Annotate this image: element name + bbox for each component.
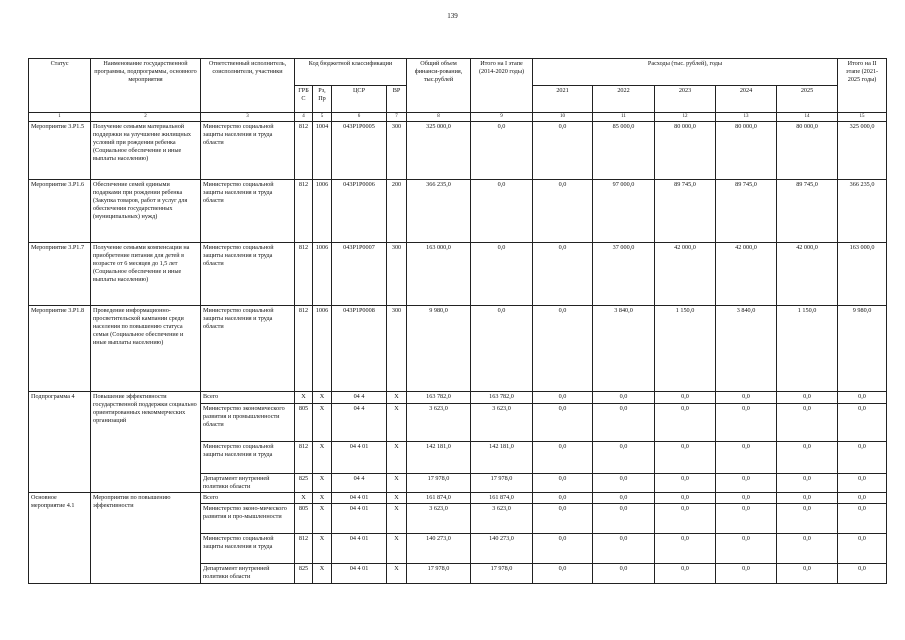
column-index: 3 bbox=[201, 113, 295, 122]
row-2022: 0,0 bbox=[593, 492, 655, 503]
row-vr: Х bbox=[387, 563, 407, 583]
row-executor: Всего bbox=[201, 492, 295, 503]
row-csr: 04 4 bbox=[332, 404, 387, 442]
row-stage1: 0,0 bbox=[471, 306, 533, 392]
row-total: 142 181,0 bbox=[407, 442, 471, 474]
row-2024: 80 000,0 bbox=[716, 122, 777, 180]
row-total: 17 978,0 bbox=[407, 474, 471, 493]
row-name: Получение семьями компенсации на приобретение питания для детей в возрасте от 6 месяцев до 1,5 лет (Социальное обеспечение и иные выплаты населению) bbox=[91, 243, 201, 306]
row-2025: 80 000,0 bbox=[777, 122, 838, 180]
row-rz-pr: Х bbox=[313, 533, 332, 563]
row-vr: 200 bbox=[387, 180, 407, 243]
row-rz-pr: 1006 bbox=[313, 306, 332, 392]
column-index: 13 bbox=[716, 113, 777, 122]
row-stage1: 3 623,0 bbox=[471, 503, 533, 533]
row-vr: 300 bbox=[387, 243, 407, 306]
column-index: 12 bbox=[655, 113, 716, 122]
row-rz-pr: Х bbox=[313, 474, 332, 493]
row-vr: Х bbox=[387, 442, 407, 474]
row-status: Подпрограмма 4 bbox=[29, 392, 91, 493]
row-executor: Министерство эконо-мического развития и про-мышленности bbox=[201, 503, 295, 533]
row-grbs: Х bbox=[295, 392, 313, 404]
header-expenses: Расходы (тыс. рублей), годы bbox=[533, 59, 838, 86]
row-2025: 0,0 bbox=[777, 392, 838, 404]
table-row bbox=[29, 180, 887, 243]
row-stage1: 17 978,0 bbox=[471, 563, 533, 583]
column-index: 14 bbox=[777, 113, 838, 122]
row-executor: Министерство социальной защиты населения и труда области bbox=[201, 306, 295, 392]
column-index: 7 bbox=[387, 113, 407, 122]
row-executor: Министерство экономического развития и промышленности области bbox=[201, 404, 295, 442]
row-name: Мероприятия по повышению эффективности bbox=[91, 492, 201, 583]
row-vr: Х bbox=[387, 492, 407, 503]
row-stage1: 142 181,0 bbox=[471, 442, 533, 474]
row-2021: 0,0 bbox=[533, 122, 593, 180]
row-2024: 0,0 bbox=[716, 474, 777, 493]
row-grbs: 805 bbox=[295, 503, 313, 533]
row-2024: 0,0 bbox=[716, 442, 777, 474]
row-2025: 0,0 bbox=[777, 404, 838, 442]
row-stage2: 0,0 bbox=[838, 503, 887, 533]
header-year-2021: 2021 bbox=[533, 86, 593, 113]
row-2024: 0,0 bbox=[716, 563, 777, 583]
row-vr: 300 bbox=[387, 306, 407, 392]
row-2023: 1 150,0 bbox=[655, 306, 716, 392]
header-year-2022: 2022 bbox=[593, 86, 655, 113]
header-program: Наименование государственной программы, подпрограммы, основного мероприятия bbox=[91, 59, 201, 113]
row-name: Получение семьями материальной поддержки на улучшение жилищных условий при рождении ребенка (Социальное обеспечение и иные выплаты населению) bbox=[91, 122, 201, 180]
row-2023: 0,0 bbox=[655, 492, 716, 503]
table-row bbox=[29, 392, 887, 404]
row-2021: 0,0 bbox=[533, 404, 593, 442]
row-2022: 0,0 bbox=[593, 533, 655, 563]
row-2021: 0,0 bbox=[533, 474, 593, 493]
row-vr: 300 bbox=[387, 122, 407, 180]
row-csr: 04 4 01 bbox=[332, 563, 387, 583]
row-2025: 0,0 bbox=[777, 492, 838, 503]
row-2021: 0,0 bbox=[533, 306, 593, 392]
row-2023: 42 000,0 bbox=[655, 243, 716, 306]
row-total: 140 273,0 bbox=[407, 533, 471, 563]
column-index: 10 bbox=[533, 113, 593, 122]
table-row bbox=[29, 492, 887, 503]
row-executor: Министерство социальной защиты населения и труда области bbox=[201, 180, 295, 243]
table-row bbox=[29, 306, 887, 392]
row-2024: 42 000,0 bbox=[716, 243, 777, 306]
row-stage2: 325 000,0 bbox=[838, 122, 887, 180]
row-total: 163 000,0 bbox=[407, 243, 471, 306]
row-2021: 0,0 bbox=[533, 243, 593, 306]
row-2022: 37 000,0 bbox=[593, 243, 655, 306]
row-2022: 0,0 bbox=[593, 392, 655, 404]
column-index: 8 bbox=[407, 113, 471, 122]
row-grbs: 825 bbox=[295, 563, 313, 583]
row-total: 325 000,0 bbox=[407, 122, 471, 180]
row-2024: 3 840,0 bbox=[716, 306, 777, 392]
row-grbs: Х bbox=[295, 492, 313, 503]
row-grbs: 825 bbox=[295, 474, 313, 493]
row-csr: 043P1P0007 bbox=[332, 243, 387, 306]
row-2025: 0,0 bbox=[777, 503, 838, 533]
row-2023: 0,0 bbox=[655, 563, 716, 583]
row-2021: 0,0 bbox=[533, 503, 593, 533]
header-rz-pr: Рз, Пр bbox=[313, 86, 332, 113]
header-csr: ЦСР bbox=[332, 86, 387, 113]
header-stage2: Итого на II этапе (2021-2025 годы) bbox=[838, 59, 887, 113]
row-status: Мероприятие 3.P1.6 bbox=[29, 180, 91, 243]
row-vr: Х bbox=[387, 474, 407, 493]
row-stage2: 0,0 bbox=[838, 442, 887, 474]
page-number: 139 bbox=[447, 12, 458, 20]
row-name: Повышение эффективности государственной поддержки социально ориентированных некоммерческих организаций bbox=[91, 392, 201, 493]
header-budget-code: Код бюджетной классификации bbox=[295, 59, 407, 86]
row-2023: 80 000,0 bbox=[655, 122, 716, 180]
budget-table bbox=[28, 58, 887, 584]
row-grbs: 812 bbox=[295, 442, 313, 474]
row-executor: Министерство социальной защиты населения и труда области bbox=[201, 122, 295, 180]
row-rz-pr: 1006 bbox=[313, 180, 332, 243]
row-stage1: 140 273,0 bbox=[471, 533, 533, 563]
row-stage2: 9 980,0 bbox=[838, 306, 887, 392]
column-index: 9 bbox=[471, 113, 533, 122]
row-total: 163 782,0 bbox=[407, 392, 471, 404]
row-2023: 0,0 bbox=[655, 392, 716, 404]
row-stage2: 163 000,0 bbox=[838, 243, 887, 306]
row-name: Обеспечение семей едиными подарками при рождении ребенка (Закупка товаров, работ и услуг для обеспечения государственных (муниципальных) нужд) bbox=[91, 180, 201, 243]
row-total: 3 623,0 bbox=[407, 404, 471, 442]
row-stage2: 366 235,0 bbox=[838, 180, 887, 243]
row-2023: 0,0 bbox=[655, 533, 716, 563]
row-stage2: 0,0 bbox=[838, 533, 887, 563]
row-rz-pr: Х bbox=[313, 404, 332, 442]
column-index: 4 bbox=[295, 113, 313, 122]
row-2023: 0,0 bbox=[655, 404, 716, 442]
row-grbs: 805 bbox=[295, 404, 313, 442]
column-index: 5 bbox=[313, 113, 332, 122]
row-rz-pr: Х bbox=[313, 503, 332, 533]
row-csr: 043P1P0008 bbox=[332, 306, 387, 392]
row-grbs: 812 bbox=[295, 306, 313, 392]
row-stage1: 17 978,0 bbox=[471, 474, 533, 493]
row-csr: 04 4 01 bbox=[332, 503, 387, 533]
row-2025: 0,0 bbox=[777, 442, 838, 474]
row-rz-pr: Х bbox=[313, 563, 332, 583]
column-index-row bbox=[29, 113, 887, 122]
row-2023: 0,0 bbox=[655, 474, 716, 493]
row-2021: 0,0 bbox=[533, 533, 593, 563]
row-stage1: 163 782,0 bbox=[471, 392, 533, 404]
row-status: Мероприятие 3.P1.8 bbox=[29, 306, 91, 392]
row-csr: 04 4 bbox=[332, 474, 387, 493]
table-row bbox=[29, 122, 887, 180]
row-2022: 3 840,0 bbox=[593, 306, 655, 392]
row-2021: 0,0 bbox=[533, 492, 593, 503]
row-total: 366 235,0 bbox=[407, 180, 471, 243]
row-stage1: 3 623,0 bbox=[471, 404, 533, 442]
row-rz-pr: Х bbox=[313, 392, 332, 404]
row-executor: Департамент внутренней политики области bbox=[201, 563, 295, 583]
row-2024: 0,0 bbox=[716, 533, 777, 563]
header-total-volume: Общий объем финанси-рования, тыс.рублей bbox=[407, 59, 471, 113]
row-2021: 0,0 bbox=[533, 442, 593, 474]
row-2023: 0,0 bbox=[655, 503, 716, 533]
header-year-2024: 2024 bbox=[716, 86, 777, 113]
row-2024: 0,0 bbox=[716, 492, 777, 503]
row-2021: 0,0 bbox=[533, 180, 593, 243]
row-2022: 85 000,0 bbox=[593, 122, 655, 180]
table-row bbox=[29, 243, 887, 306]
row-csr: 043P1P0005 bbox=[332, 122, 387, 180]
row-stage2: 0,0 bbox=[838, 474, 887, 493]
header-status: Статус bbox=[29, 59, 91, 113]
column-index: 2 bbox=[91, 113, 201, 122]
row-stage2: 0,0 bbox=[838, 392, 887, 404]
header-executor: Ответственный исполнитель, соисполнители, участники bbox=[201, 59, 295, 113]
row-2024: 89 745,0 bbox=[716, 180, 777, 243]
header-vr: ВР bbox=[387, 86, 407, 113]
row-stage2: 0,0 bbox=[838, 563, 887, 583]
row-total: 3 623,0 bbox=[407, 503, 471, 533]
row-total: 17 978,0 bbox=[407, 563, 471, 583]
column-index: 15 bbox=[838, 113, 887, 122]
row-2022: 0,0 bbox=[593, 503, 655, 533]
row-stage2: 0,0 bbox=[838, 404, 887, 442]
row-grbs: 812 bbox=[295, 243, 313, 306]
row-stage2: 0,0 bbox=[838, 492, 887, 503]
row-csr: 04 4 01 bbox=[332, 442, 387, 474]
row-status: Основное мероприятие 4.1 bbox=[29, 492, 91, 583]
row-total: 9 980,0 bbox=[407, 306, 471, 392]
row-vr: Х bbox=[387, 392, 407, 404]
row-stage1: 161 874,0 bbox=[471, 492, 533, 503]
row-executor: Министерство социальной защиты населения и труда bbox=[201, 442, 295, 474]
row-vr: Х bbox=[387, 533, 407, 563]
header-year-2025: 2025 bbox=[777, 86, 838, 113]
row-2022: 0,0 bbox=[593, 563, 655, 583]
header-stage1: Итого на I этапе (2014-2020 годы) bbox=[471, 59, 533, 113]
row-stage1: 0,0 bbox=[471, 122, 533, 180]
row-2025: 0,0 bbox=[777, 474, 838, 493]
row-2025: 89 745,0 bbox=[777, 180, 838, 243]
row-2022: 0,0 bbox=[593, 404, 655, 442]
row-stage1: 0,0 bbox=[471, 180, 533, 243]
row-vr: Х bbox=[387, 404, 407, 442]
row-rz-pr: 1006 bbox=[313, 243, 332, 306]
column-index: 1 bbox=[29, 113, 91, 122]
row-vr: Х bbox=[387, 503, 407, 533]
header-grbs: ГРБ С bbox=[295, 86, 313, 113]
row-2024: 0,0 bbox=[716, 503, 777, 533]
row-executor: Министерство социальной защиты населения и труда bbox=[201, 533, 295, 563]
column-index: 11 bbox=[593, 113, 655, 122]
row-executor: Министерство социальной защиты населения и труда области bbox=[201, 243, 295, 306]
row-rz-pr: Х bbox=[313, 442, 332, 474]
row-rz-pr: Х bbox=[313, 492, 332, 503]
row-grbs: 812 bbox=[295, 533, 313, 563]
row-rz-pr: 1004 bbox=[313, 122, 332, 180]
header-year-2023: 2023 bbox=[655, 86, 716, 113]
row-total: 161 874,0 bbox=[407, 492, 471, 503]
row-stage1: 0,0 bbox=[471, 243, 533, 306]
row-2024: 0,0 bbox=[716, 392, 777, 404]
row-status: Мероприятие 3.P1.7 bbox=[29, 243, 91, 306]
header-row-1 bbox=[29, 59, 887, 86]
row-2021: 0,0 bbox=[533, 392, 593, 404]
row-grbs: 812 bbox=[295, 180, 313, 243]
row-grbs: 812 bbox=[295, 122, 313, 180]
row-status: Мероприятие 3.P1.5 bbox=[29, 122, 91, 180]
row-csr: 04 4 01 bbox=[332, 492, 387, 503]
row-2022: 97 000,0 bbox=[593, 180, 655, 243]
row-csr: 04 4 bbox=[332, 392, 387, 404]
row-2022: 0,0 bbox=[593, 442, 655, 474]
row-executor: Департамент внутренней политики области bbox=[201, 474, 295, 493]
row-2023: 0,0 bbox=[655, 442, 716, 474]
row-2025: 42 000,0 bbox=[777, 243, 838, 306]
row-2022: 0,0 bbox=[593, 474, 655, 493]
row-csr: 043P1P0006 bbox=[332, 180, 387, 243]
row-2025: 0,0 bbox=[777, 533, 838, 563]
row-2025: 1 150,0 bbox=[777, 306, 838, 392]
row-2025: 0,0 bbox=[777, 563, 838, 583]
row-executor: Всего bbox=[201, 392, 295, 404]
row-2021: 0,0 bbox=[533, 563, 593, 583]
row-2024: 0,0 bbox=[716, 404, 777, 442]
row-csr: 04 4 01 bbox=[332, 533, 387, 563]
row-2023: 89 745,0 bbox=[655, 180, 716, 243]
row-name: Проведение информационно-просветительской кампании среди населения по повышению статуса семьи (Социальное обеспечение и иные выплаты населению) bbox=[91, 306, 201, 392]
column-index: 6 bbox=[332, 113, 387, 122]
